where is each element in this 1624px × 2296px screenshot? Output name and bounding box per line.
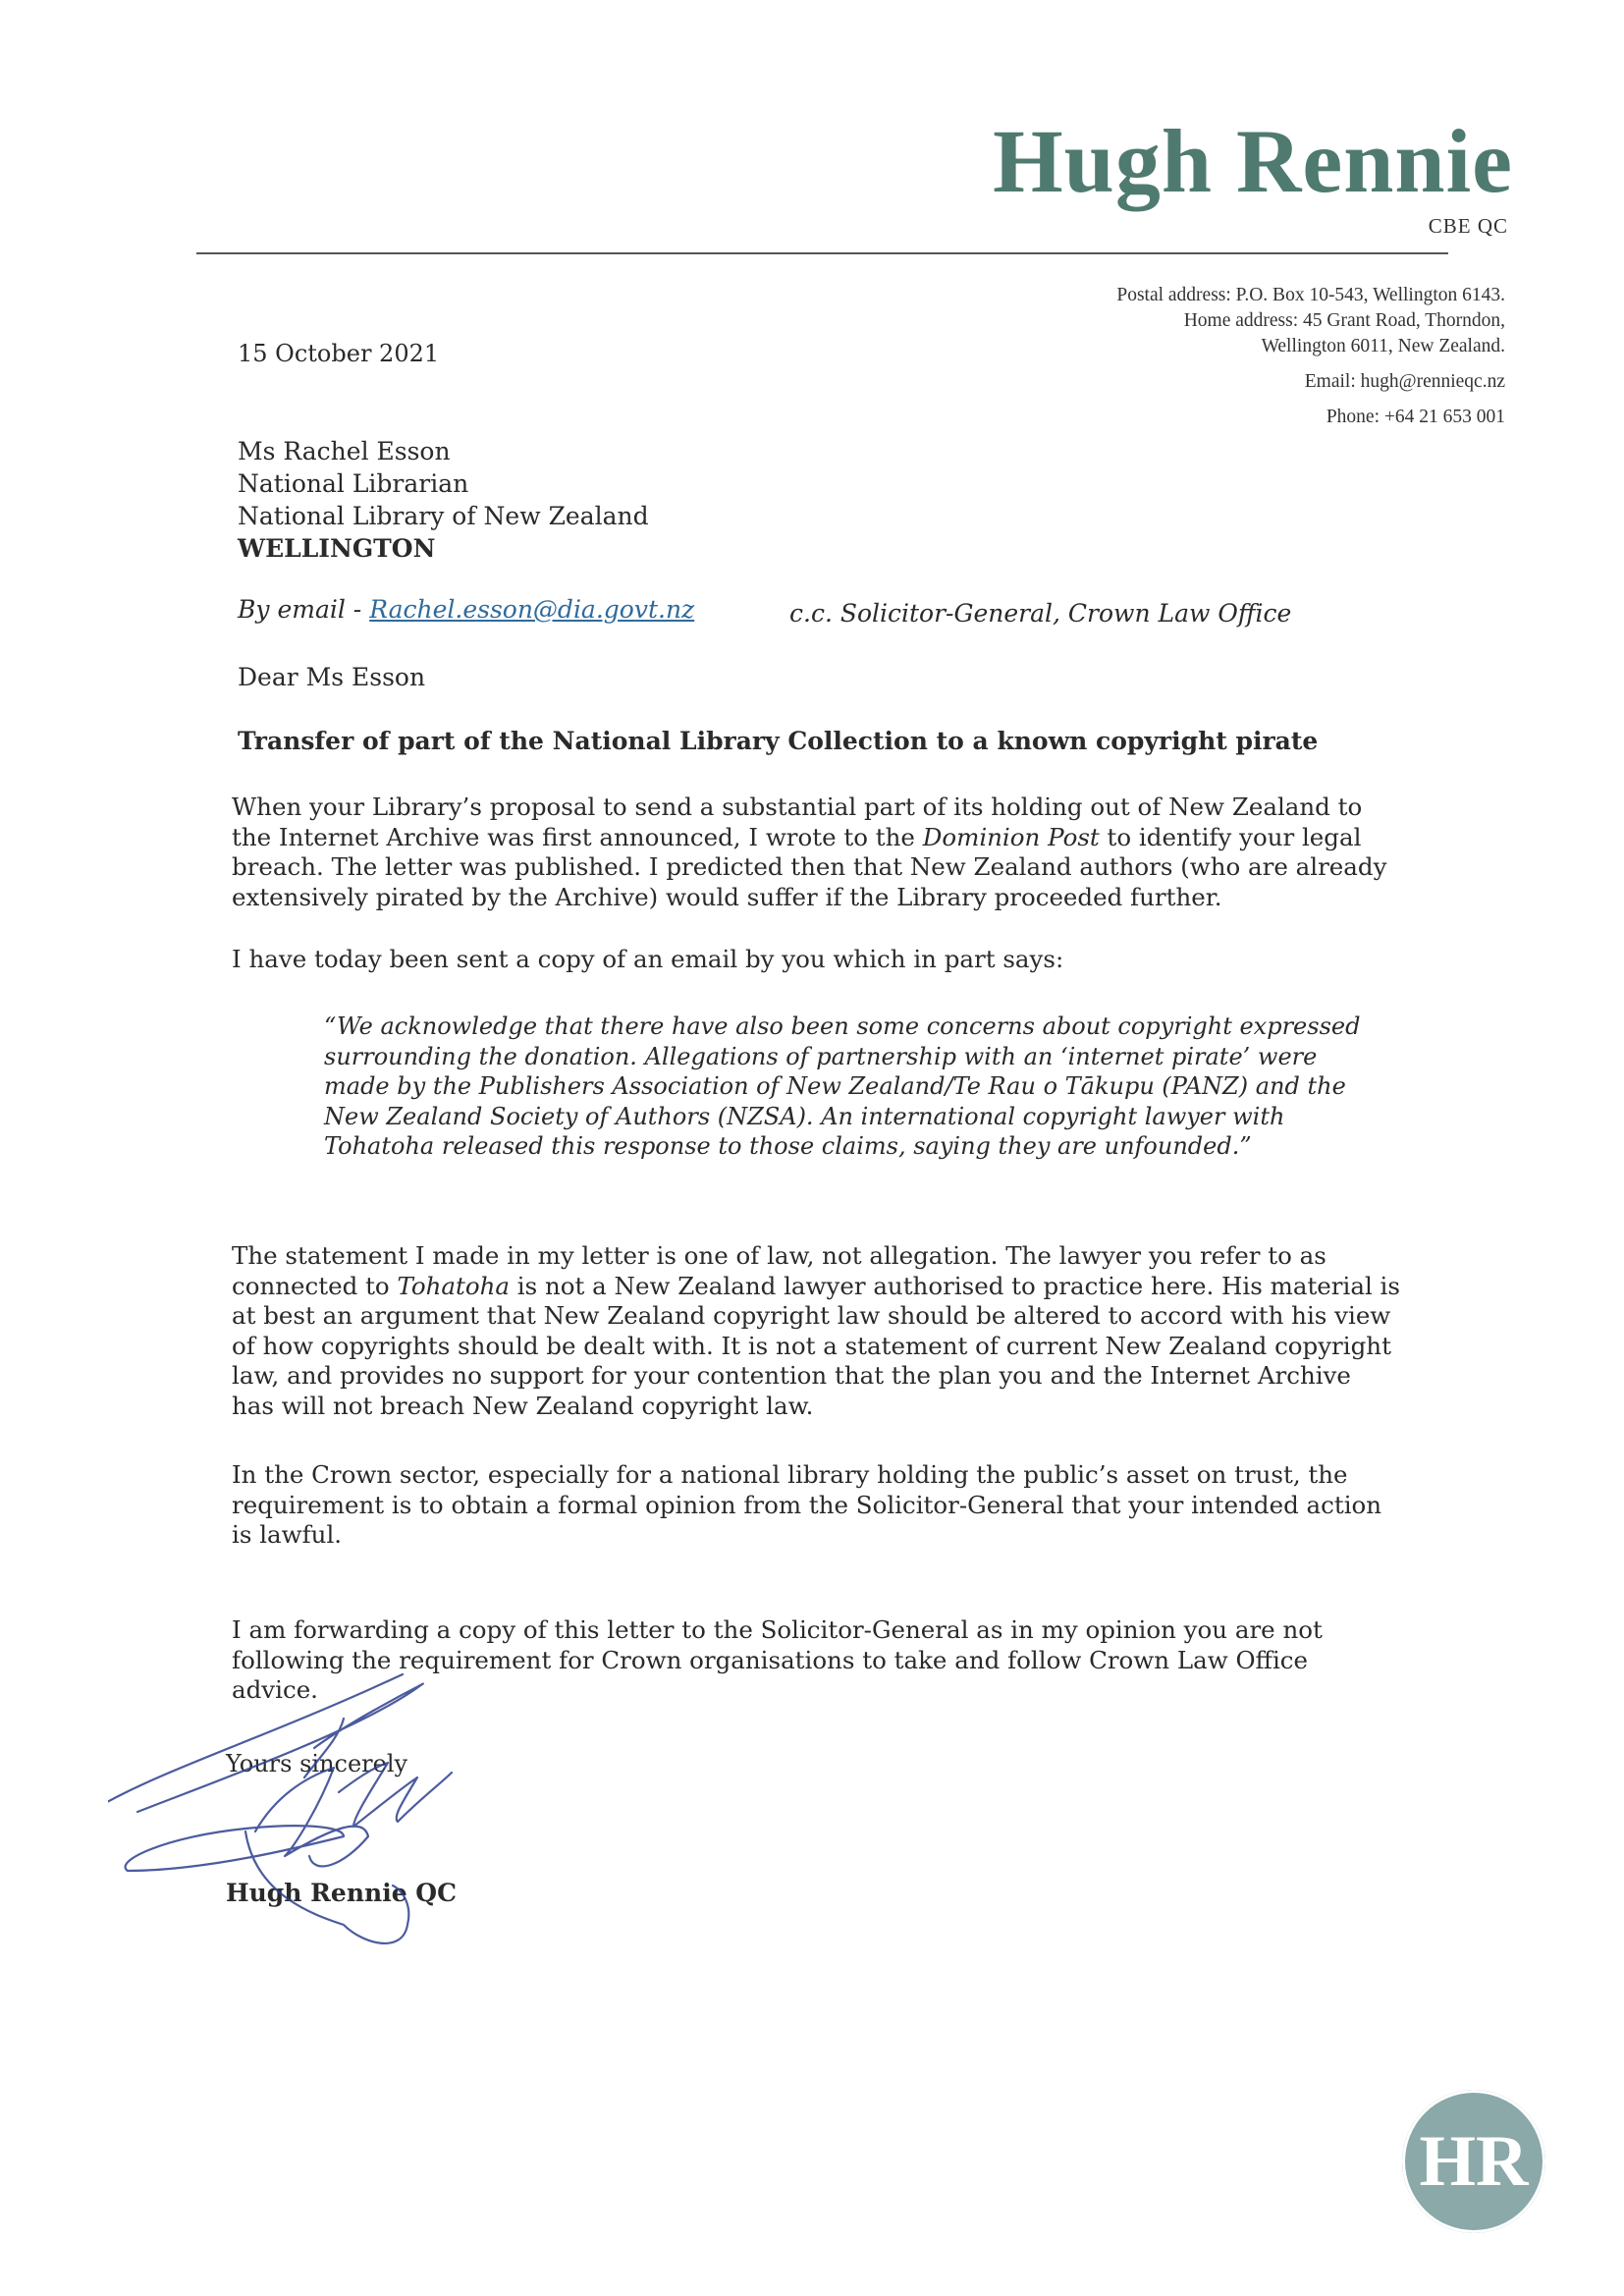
recipient-title: National Librarian xyxy=(238,469,469,498)
by-email-label: By email - xyxy=(238,595,370,624)
paragraph-3-text: The statement I made in my letter is one of law, not allegation. The lawyer you refer to as connected to xyxy=(232,1241,1326,1300)
recipient-organisation: National Library of New Zealand xyxy=(238,502,649,530)
by-email-line xyxy=(238,595,694,624)
recipient-name: Ms Rachel Esson xyxy=(238,437,451,465)
paragraph-2: I have today been sent a copy of an email by you which in part says: xyxy=(232,945,1064,973)
home-address-line2: Wellington 6011, New Zealand. xyxy=(1261,336,1505,356)
letterhead-postnominals: CBE QC xyxy=(1428,214,1508,238)
signatory-name: Hugh Rennie QC xyxy=(226,1879,457,1907)
paragraph-3-text-cont: is not a New Zealand lawyer authorised to practice here. His material is at best an argument that New Zealand copyright law should be altered to accord with his view of how copyrights should be dealt with. It is not a statement of current New Zealand copyright law, and provides no support for your contention that the plan you and the Internet Archive has will not breach New Zealand copyright law. xyxy=(232,1271,1400,1420)
contact-phone: Phone: +64 21 653 001 xyxy=(1326,407,1505,427)
quoted-email: “We acknowledge that there have also been some concerns about copyright expressed surrounding the donation. Allegations of partnership with an ‘internet pirate’ were made by the Publishers Association of New Zealand/Te Rau o Tākupu (PANZ) and the New Zealand Society of Authors (NZSA). An international copyright lawyer with Tohatoha released this response to those claims, saying they are unfounded.” xyxy=(324,1012,1361,1160)
letterhead-divider xyxy=(196,252,1448,254)
recipient-email-link[interactable]: Rachel.esson@dia.govt.nz xyxy=(369,595,695,624)
contact-email: Email: hugh@rennieqc.nz xyxy=(1304,371,1505,392)
closing: Yours sincerely xyxy=(226,1750,408,1777)
subject-heading: Transfer of part of the National Library Collection to a known copyright pirate xyxy=(238,727,1319,755)
contact-block xyxy=(1116,283,1505,430)
paragraph-1-text: When your Library’s proposal to send a substantial part of its holding out of New Zealand to the Internet Archive was first announced, I wrote to the xyxy=(232,793,1363,851)
paragraph-4: In the Crown sector, especially for a national library holding the public’s asset on trust, the requirement is to obtain a formal opinion from the Solicitor-General that your intended action is lawful. xyxy=(232,1460,1382,1549)
cc-line: c.c. Solicitor-General, Crown Law Office xyxy=(789,599,1292,628)
paragraph-1 xyxy=(232,793,1400,912)
letter-date: 15 October 2021 xyxy=(238,340,440,367)
salutation: Dear Ms Esson xyxy=(238,663,426,691)
paragraph-3 xyxy=(232,1241,1400,1421)
home-address-line1: Home address: 45 Grant Road, Thorndon, xyxy=(1183,310,1505,331)
postal-address: Postal address: P.O. Box 10-543, Wellington 6143. xyxy=(1116,285,1505,305)
newspaper-title: Dominion Post xyxy=(922,822,1100,851)
letterhead-name: Hugh Rennie xyxy=(993,111,1513,211)
recipient-city: WELLINGTON xyxy=(238,534,436,563)
organisation-name: Tohatoha xyxy=(397,1271,511,1300)
paragraph-5: I am forwarding a copy of this letter to the Solicitor-General as in my opinion you are not following the requirement for Crown organisations to take and follow Crown Law Office advice. xyxy=(232,1615,1323,1704)
hr-monogram-logo: HR xyxy=(1402,2090,1545,2233)
paragraph-1-text-cont: to identify your legal breach. The letter was published. I predicted then that New Zealand authors (who are already extensively pirated by the Archive) would suffer if the Library proceeded further. xyxy=(232,822,1387,911)
recipient-address xyxy=(238,435,649,565)
